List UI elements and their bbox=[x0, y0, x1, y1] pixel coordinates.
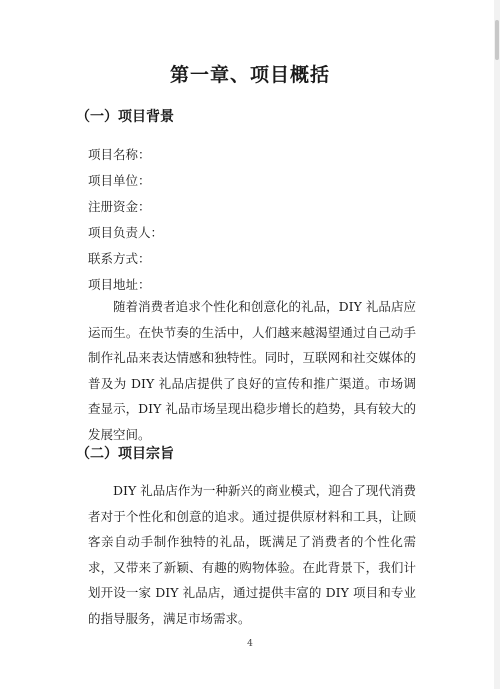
field-project-name: 项目名称： bbox=[88, 147, 151, 162]
field-registered-capital: 注册资金： bbox=[88, 199, 151, 214]
field-contact: 联系方式： bbox=[88, 251, 151, 266]
scrollbar[interactable] bbox=[494, 0, 500, 689]
paragraph-purpose: DIY 礼品店作为一种新兴的商业模式，迎合了现代消费者对于个性化和创意的追求。通过提供原材料和工具，让顾客亲自动手制作独特的礼品，既满足了消费者的个性化需求，又带来了新颖、有趣的购物体验。在此背景下，我们计划开设一家 DIY 礼品店，通过提供丰富的 DIY 项目和专业的指导服务，满足市场需求。 bbox=[88, 483, 416, 626]
field-project-address: 项目地址： bbox=[88, 277, 151, 292]
page-number: 4 bbox=[247, 639, 253, 649]
field-project-unit: 项目单位： bbox=[88, 173, 151, 188]
section-heading-background: （一）项目背景 bbox=[76, 109, 174, 125]
section-heading-purpose: （二）项目宗旨 bbox=[76, 446, 174, 462]
chapter-title: 第一章、项目概括 bbox=[169, 64, 330, 86]
paragraph-background: 随着消费者追求个性化和创意化的礼品，DIY 礼品店应运而生。在快节奏的生活中，人们越来越渴望通过自己动手制作礼品来表达情感和独特性。同时，互联网和社交媒体的普及为 DIY 礼品店提供了良好的宣传和推广渠道。市场调查显示，DIY 礼品市场呈现出稳步增长的趋势，具有较大的发展空间。 bbox=[88, 299, 416, 442]
field-project-leader: 项目负责人： bbox=[88, 225, 164, 240]
scrollbar-thumb[interactable] bbox=[495, 20, 499, 60]
